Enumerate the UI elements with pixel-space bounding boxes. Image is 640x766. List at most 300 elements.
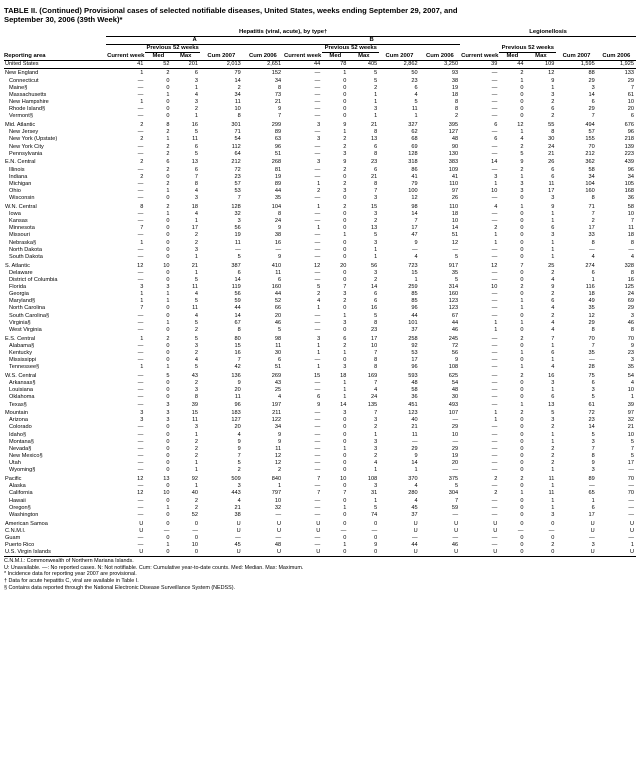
row-value: 169 — [367, 372, 378, 379]
row-value: 2 — [194, 326, 198, 333]
row-value: — — [314, 77, 321, 84]
row-area-label: Montana§ — [9, 438, 34, 445]
row-value: 1 — [551, 218, 555, 225]
row-value: 3 — [630, 357, 634, 364]
row-value: 2 — [343, 298, 347, 305]
row-area-label: Alabama§ — [9, 342, 35, 349]
row-value: — — [491, 497, 498, 504]
row-area-label: Louisiana — [9, 387, 33, 394]
row-value: 8 — [374, 357, 378, 364]
row-value: 8 — [166, 122, 170, 129]
row-value: 395 — [448, 122, 459, 129]
row-value: 110 — [449, 203, 459, 210]
table-row — [4, 92, 636, 99]
row-value: 4 — [494, 203, 498, 210]
row-value: 1 — [374, 113, 378, 120]
row-value: 0 — [348, 549, 379, 557]
row-value: 9 — [237, 445, 241, 452]
row-value: — — [137, 431, 144, 438]
row-value: 3 — [343, 150, 347, 157]
row-value: 0 — [551, 534, 555, 541]
row-value: 1 — [551, 438, 555, 445]
row-value: 17 — [548, 187, 555, 194]
row-value: 3 — [140, 284, 144, 290]
row-value: — — [412, 534, 418, 541]
table-row — [4, 542, 636, 549]
row-value: 21 — [371, 173, 378, 180]
row-value: 5 — [414, 99, 418, 106]
row-value: 0 — [166, 497, 170, 504]
row-value: 2 — [494, 476, 498, 483]
row-value: — — [137, 445, 144, 452]
header-row-types — [4, 36, 636, 44]
row-value: 89 — [274, 129, 282, 136]
row-value: 47 — [411, 232, 418, 239]
row-value: 2 — [166, 70, 170, 77]
row-value: 625 — [448, 372, 459, 379]
row-value: 1 — [343, 394, 347, 401]
row-value: 29 — [411, 445, 418, 452]
row-value: 8 — [374, 150, 378, 157]
row-value: — — [137, 276, 144, 283]
row-value: 39 — [627, 401, 634, 408]
row-area-label: Florida — [9, 284, 27, 290]
row-value: 14 — [411, 460, 418, 467]
row-value: 3 — [194, 342, 198, 349]
row-value: — — [314, 269, 321, 276]
row-value: — — [314, 166, 321, 173]
row-value: 0 — [166, 77, 170, 84]
row-value: 10 — [191, 541, 198, 548]
row-value: 135 — [367, 401, 378, 408]
row-value: — — [137, 143, 144, 150]
header-med-a: Med — [145, 52, 171, 60]
row-value: — — [314, 534, 321, 541]
row-value: 73 — [274, 91, 282, 98]
row-value: 11 — [275, 342, 282, 349]
row-value: — — [314, 380, 321, 387]
row-value: 36 — [627, 195, 634, 202]
table-row — [4, 467, 636, 474]
row-value: 1 — [520, 490, 524, 497]
row-value: 81 — [274, 166, 282, 173]
row-value: — — [314, 541, 321, 548]
row-value: 20 — [234, 424, 241, 431]
header-row-prev52 — [4, 44, 636, 52]
row-value: 1 — [374, 246, 378, 253]
row-value: 1 — [374, 431, 378, 438]
table-row — [4, 505, 636, 512]
row-value: 4 — [551, 326, 555, 333]
row-value: 10 — [163, 490, 170, 497]
row-value: 0 — [520, 113, 524, 120]
table-row — [4, 519, 636, 528]
row-value: — — [163, 527, 170, 534]
row-value: 0 — [520, 380, 524, 387]
row-value: 1 — [166, 541, 170, 548]
row-value: 23 — [411, 77, 418, 84]
row-value: 2 — [277, 467, 282, 474]
header-current-week-legion: Current week — [461, 52, 499, 59]
row-value: 0 — [343, 195, 347, 202]
row-value: 3 — [591, 84, 595, 91]
row-value: 3 — [194, 195, 198, 202]
header-current-week-a: Current week — [107, 52, 145, 59]
row-value: 3 — [166, 410, 170, 417]
row-value: 9 — [520, 159, 524, 166]
row-area-label: Mountain — [5, 410, 29, 417]
row-value: 0 — [520, 276, 524, 283]
row-value: 1 — [343, 380, 347, 387]
footnotes — [4, 558, 636, 591]
row-value: 18 — [627, 232, 634, 239]
row-value: U — [493, 527, 498, 534]
row-value: 6 — [194, 166, 198, 173]
row-value: 63 — [274, 136, 282, 143]
row-value: 0 — [520, 520, 524, 527]
row-value: — — [314, 232, 321, 239]
row-value: — — [314, 326, 321, 333]
row-value: 0 — [520, 253, 524, 260]
row-value: 14 — [451, 225, 459, 232]
row-value: 6 — [551, 298, 555, 305]
row-value: 0 — [343, 357, 347, 364]
row-value: 0 — [166, 232, 170, 239]
row-value: U — [277, 520, 282, 527]
row-value: — — [491, 298, 498, 305]
row-value: 11 — [192, 136, 198, 143]
row-value: 1 — [551, 431, 555, 438]
row-value: 268 — [271, 159, 282, 166]
row-value: 6 — [591, 269, 595, 276]
row-value: 104 — [585, 180, 595, 187]
row-value: 0 — [166, 357, 170, 364]
table-row — [4, 380, 636, 387]
row-value: 9 — [343, 159, 347, 166]
row-value: 35 — [588, 305, 595, 312]
row-value: 3 — [374, 269, 378, 276]
row-value: 9 — [343, 122, 347, 129]
table-row — [4, 320, 636, 327]
row-value: 509 — [231, 476, 241, 483]
row-value: 0 — [166, 253, 170, 260]
row-value: 8 — [455, 99, 459, 106]
row-value: 443 — [231, 490, 241, 497]
row-value: 105 — [624, 180, 634, 187]
row-value: 2 — [520, 70, 524, 77]
row-value: 30 — [451, 394, 459, 401]
row-value: 24 — [548, 143, 555, 150]
row-value: 2 — [551, 269, 555, 276]
table-row — [4, 327, 636, 334]
row-value: 3 — [343, 410, 347, 417]
row-value: 29 — [627, 305, 634, 312]
row-value: 0 — [343, 520, 347, 527]
row-value: 168 — [624, 187, 634, 194]
row-value: 0 — [166, 342, 170, 349]
row-value: 269 — [271, 372, 282, 379]
row-value: 362 — [585, 159, 595, 166]
row-value: 0 — [166, 380, 170, 387]
header-hepatitis-group: Hepatitis (viral, acute), by type† — [106, 29, 460, 37]
row-value: 3 — [166, 284, 170, 290]
table-row — [4, 364, 636, 371]
row-value: 318 — [408, 159, 418, 166]
row-value: 2 — [194, 453, 198, 460]
row-value: — — [491, 312, 498, 319]
row-value: 98 — [274, 335, 282, 342]
row-value: 0 — [343, 210, 347, 217]
row-value: 1 — [277, 483, 282, 490]
row-value: 0 — [520, 225, 524, 232]
row-value: — — [452, 438, 459, 445]
row-value: — — [314, 99, 321, 106]
table-row — [4, 291, 636, 298]
row-value: 5 — [237, 253, 241, 260]
table-row — [4, 261, 636, 270]
table-row — [4, 528, 636, 535]
row-value: 57 — [234, 180, 241, 187]
row-value: 5 — [551, 410, 555, 417]
row-value: 1 — [194, 467, 198, 474]
row-value: 1 — [166, 364, 170, 371]
row-value: U — [413, 520, 418, 527]
row-value: 1 — [520, 319, 524, 326]
row-area-label: W.N. Central — [5, 203, 37, 210]
row-value: 25 — [274, 387, 282, 394]
row-value: 0 — [166, 276, 170, 283]
table-row — [4, 247, 636, 254]
row-value: 7 — [591, 445, 595, 452]
row-value: 92 — [411, 342, 418, 349]
row-value: 493 — [448, 401, 459, 408]
row-value: 0 — [343, 305, 347, 312]
row-value: 133 — [624, 70, 634, 77]
row-value: 29 — [588, 106, 595, 113]
row-value: 3 — [140, 417, 144, 424]
row-value: 21 — [371, 122, 378, 129]
row-value: — — [314, 84, 321, 91]
row-value: — — [491, 453, 498, 460]
row-value: 3 — [343, 291, 347, 298]
row-value: — — [491, 445, 498, 452]
row-value: 2 — [166, 180, 170, 187]
row-value: 2 — [343, 143, 347, 150]
row-value: 6 — [591, 99, 595, 106]
row-value: — — [491, 357, 498, 364]
table-row — [4, 549, 636, 557]
row-value: 32 — [274, 504, 282, 511]
row-value: 14 — [234, 312, 241, 319]
row-value: 7 — [194, 173, 198, 180]
row-value: — — [452, 417, 459, 424]
row-value: 70 — [627, 476, 634, 483]
row-value: — — [137, 534, 144, 541]
row-value: 6 — [374, 143, 378, 150]
row-value: 2 — [194, 239, 198, 246]
row-value: 8 — [630, 269, 634, 276]
row-value: 4 — [194, 312, 198, 319]
table-row — [4, 394, 636, 401]
row-value: — — [452, 246, 459, 253]
row-value: — — [314, 276, 321, 283]
row-value: — — [137, 511, 144, 518]
row-value: 7 — [455, 497, 459, 504]
row-value: 375 — [448, 476, 459, 483]
row-value: 34 — [627, 173, 634, 180]
row-value: 4 — [414, 253, 418, 260]
row-value: 0 — [520, 497, 524, 504]
row-value: 5 — [374, 504, 378, 511]
row-value: 29 — [588, 77, 595, 84]
row-value: 14 — [588, 91, 595, 98]
row-value: 3 — [591, 541, 595, 548]
title-line-2: September 30, 2006 (39th Week)* — [4, 15, 123, 25]
row-value: — — [628, 467, 634, 474]
row-value: 0 — [166, 113, 170, 120]
row-area-label: Mid. Atlantic — [5, 122, 36, 129]
row-value: — — [314, 218, 321, 225]
row-value: 56 — [234, 225, 241, 232]
row-value: 4 — [414, 497, 418, 504]
row-value: — — [314, 483, 321, 490]
row-value: 0 — [166, 239, 170, 246]
row-value: 0 — [520, 246, 524, 253]
row-value: 109 — [448, 166, 459, 173]
row-value: 11 — [234, 99, 241, 106]
row-value: 0 — [343, 453, 347, 460]
row-value: 5 — [194, 129, 198, 136]
row-value: 1 — [520, 173, 524, 180]
row-value: 152 — [271, 70, 282, 77]
row-value: 0 — [343, 534, 347, 541]
row-value: 3 — [551, 511, 555, 518]
row-value: 25 — [548, 262, 555, 269]
row-value: — — [628, 483, 634, 490]
row-value: — — [491, 84, 498, 91]
row-value: 34 — [274, 77, 282, 84]
row-value: 7 — [140, 225, 144, 232]
table-row — [4, 181, 636, 188]
row-value: — — [491, 91, 498, 98]
row-value: 11 — [192, 305, 198, 312]
row-value: 72 — [234, 166, 241, 173]
row-value: 3 — [343, 187, 347, 194]
row-value: 41 — [451, 173, 459, 180]
row-value: — — [314, 143, 321, 150]
row-value: 69 — [411, 143, 418, 150]
row-value: 0 — [343, 460, 347, 467]
row-value: — — [491, 291, 498, 298]
row-value: 14 — [234, 77, 241, 84]
row-value: 797 — [271, 490, 282, 497]
row-area-label: Texas§ — [9, 401, 27, 408]
row-value: 6 — [194, 70, 198, 77]
row-area-label: Kentucky — [9, 349, 33, 356]
row-value: 0 — [343, 84, 347, 91]
row-value: 328 — [624, 262, 634, 269]
row-value: 26 — [451, 195, 459, 202]
row-value: 1 — [520, 77, 524, 84]
row-value: 39 — [191, 401, 198, 408]
row-value: 13 — [548, 401, 555, 408]
row-value: 109 — [525, 60, 556, 68]
row-value: 35 — [627, 364, 634, 371]
row-value: 2,013 — [200, 60, 243, 68]
row-value: 6 — [374, 166, 378, 173]
row-value: 2 — [194, 232, 198, 239]
row-value: 5 — [237, 460, 241, 467]
row-value: 2 — [237, 84, 241, 91]
row-value: 58 — [627, 203, 634, 210]
row-value: 2 — [194, 497, 198, 504]
row-value: 12 — [274, 453, 282, 460]
row-value: 6 — [551, 166, 555, 173]
row-value: 7 — [414, 218, 418, 225]
row-value: — — [589, 246, 595, 253]
row-value: 56 — [451, 349, 459, 356]
row-value: 6 — [551, 349, 555, 356]
row-value: — — [491, 143, 498, 150]
row-value: 0 — [166, 511, 170, 518]
row-value: — — [491, 511, 498, 518]
row-value: 1 — [166, 319, 170, 326]
row-value: U — [629, 527, 634, 534]
row-area-label: Hawaii — [9, 497, 26, 504]
row-value: 1 — [194, 460, 198, 467]
row-value: 104 — [271, 203, 282, 210]
row-value: 44 — [451, 319, 459, 326]
row-value: 96 — [627, 129, 634, 136]
row-value: 2 — [455, 113, 459, 120]
row-value: 5 — [194, 364, 198, 371]
row-area-label: Tennessee§ — [9, 364, 40, 371]
row-value: 40 — [191, 490, 198, 497]
row-value: 2 — [551, 453, 555, 460]
row-value: 97 — [451, 187, 459, 194]
row-value: — — [314, 467, 321, 474]
row-value: 2 — [237, 467, 241, 474]
row-value: U — [139, 527, 144, 534]
row-value: 90 — [451, 143, 459, 150]
row-value: 4 — [414, 91, 418, 98]
row-value: 9 — [277, 438, 282, 445]
row-value: 7 — [317, 490, 321, 497]
row-value: 0 — [520, 99, 524, 106]
row-value: 2 — [140, 122, 144, 129]
row-value: 12 — [548, 70, 555, 77]
row-value: — — [491, 166, 498, 173]
header-max-b: Max — [348, 52, 379, 60]
table-row — [4, 195, 636, 202]
row-value: 212 — [585, 150, 595, 157]
row-value: 4 — [551, 364, 555, 371]
row-value: 72 — [588, 410, 595, 417]
row-value: 2,862 — [379, 60, 419, 68]
row-area-label: New Hampshire — [9, 99, 49, 106]
row-value: 7 — [374, 349, 378, 356]
row-value: — — [137, 541, 144, 548]
row-value: 1 — [374, 99, 378, 106]
row-value: — — [137, 77, 144, 84]
row-value: 5 — [455, 253, 459, 260]
row-value: 1 — [494, 180, 498, 187]
row-value: 0 — [166, 99, 170, 106]
row-value: 122 — [271, 417, 282, 424]
row-value: 0 — [343, 269, 347, 276]
table-row — [4, 460, 636, 467]
row-value: — — [491, 342, 498, 349]
